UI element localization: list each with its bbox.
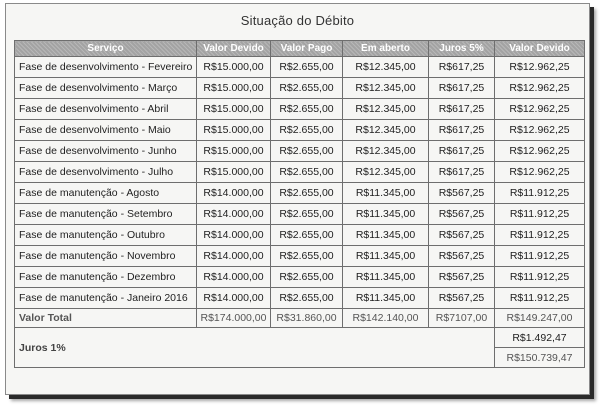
total-juros: R$7107,00 (429, 309, 495, 328)
cell-valor-devido-final: R$11.912,25 (495, 288, 585, 309)
cell-em-aberto: R$12.345,00 (343, 99, 429, 120)
column-header-juros-5: Juros 5% (429, 41, 495, 57)
cell-servico: Fase de desenvolvimento - Julho (15, 162, 197, 183)
cell-valor-devido: R$14.000,00 (197, 288, 271, 309)
cell-servico: Fase de manutenção - Outubro (15, 225, 197, 246)
table-row (15, 78, 585, 99)
table-row (15, 246, 585, 267)
cell-valor-devido: R$15.000,00 (197, 99, 271, 120)
cell-em-aberto: R$11.345,00 (343, 288, 429, 309)
juros-1-value: R$1.492,47 (495, 328, 585, 348)
cell-valor-pago: R$2.655,00 (271, 225, 343, 246)
total-valor-devido-final: R$149.247,00 (495, 309, 585, 328)
cell-juros: R$617,25 (429, 99, 495, 120)
cell-servico: Fase de manutenção - Dezembro (15, 267, 197, 288)
cell-juros: R$567,25 (429, 267, 495, 288)
cell-valor-devido-final: R$11.912,25 (495, 225, 585, 246)
table-row (15, 267, 585, 288)
cell-valor-pago: R$2.655,00 (271, 120, 343, 141)
table-body (15, 57, 585, 368)
cell-valor-pago: R$2.655,00 (271, 204, 343, 225)
cell-valor-devido: R$15.000,00 (197, 120, 271, 141)
cell-valor-pago: R$2.655,00 (271, 141, 343, 162)
cell-valor-pago: R$2.655,00 (271, 246, 343, 267)
cell-em-aberto: R$11.345,00 (343, 225, 429, 246)
cell-juros: R$617,25 (429, 120, 495, 141)
cell-valor-devido: R$15.000,00 (197, 162, 271, 183)
cell-em-aberto: R$12.345,00 (343, 57, 429, 78)
document-title: Situação do Débito (240, 13, 355, 28)
table-row (15, 288, 585, 309)
cell-servico: Fase de desenvolvimento - Março (15, 78, 197, 99)
cell-valor-pago: R$2.655,00 (271, 57, 343, 78)
cell-valor-devido-final: R$11.912,25 (495, 246, 585, 267)
grand-total-value: R$150.739,47 (495, 348, 585, 368)
cell-juros: R$617,25 (429, 57, 495, 78)
document-page (5, 3, 590, 395)
cell-valor-devido-final: R$11.912,25 (495, 267, 585, 288)
total-row (15, 309, 585, 328)
cell-valor-devido-final: R$12.962,25 (495, 99, 585, 120)
cell-valor-devido: R$14.000,00 (197, 246, 271, 267)
cell-em-aberto: R$12.345,00 (343, 120, 429, 141)
cell-em-aberto: R$11.345,00 (343, 183, 429, 204)
cell-juros: R$567,25 (429, 246, 495, 267)
cell-juros: R$617,25 (429, 162, 495, 183)
cell-em-aberto: R$12.345,00 (343, 162, 429, 183)
cell-valor-pago: R$2.655,00 (271, 99, 343, 120)
table-row (15, 183, 585, 204)
cell-juros: R$617,25 (429, 78, 495, 99)
table-row (15, 162, 585, 183)
table-row (15, 141, 585, 162)
cell-juros: R$617,25 (429, 141, 495, 162)
table-row (15, 120, 585, 141)
cell-valor-devido-final: R$12.962,25 (495, 78, 585, 99)
table-header-row (15, 41, 585, 57)
cell-valor-pago: R$2.655,00 (271, 162, 343, 183)
total-valor-pago: R$31.860,00 (271, 309, 343, 328)
cell-servico: Fase de desenvolvimento - Fevereiro (15, 57, 197, 78)
table-row (15, 204, 585, 225)
column-header-servico: Serviço (15, 41, 197, 57)
cell-valor-pago: R$2.655,00 (271, 267, 343, 288)
cell-valor-pago: R$2.655,00 (271, 78, 343, 99)
cell-valor-devido: R$15.000,00 (197, 141, 271, 162)
total-em-aberto: R$142.140,00 (343, 309, 429, 328)
cell-servico: Fase de manutenção - Agosto (15, 183, 197, 204)
cell-valor-devido: R$15.000,00 (197, 57, 271, 78)
cell-juros: R$567,25 (429, 204, 495, 225)
cell-juros: R$567,25 (429, 183, 495, 204)
column-header-em-aberto: Em aberto (343, 41, 429, 57)
debt-table (14, 40, 585, 368)
cell-servico: Fase de manutenção - Novembro (15, 246, 197, 267)
cell-valor-devido-final: R$12.962,25 (495, 57, 585, 78)
cell-servico: Fase de manutenção - Janeiro 2016 (15, 288, 197, 309)
cell-valor-devido-final: R$12.962,25 (495, 141, 585, 162)
cell-valor-devido: R$14.000,00 (197, 204, 271, 225)
cell-servico: Fase de desenvolvimento - Abril (15, 99, 197, 120)
cell-servico: Fase de desenvolvimento - Maio (15, 120, 197, 141)
cell-valor-devido: R$14.000,00 (197, 183, 271, 204)
table-row (15, 225, 585, 246)
cell-valor-devido: R$15.000,00 (197, 78, 271, 99)
cell-em-aberto: R$12.345,00 (343, 78, 429, 99)
cell-valor-devido: R$14.000,00 (197, 225, 271, 246)
cell-valor-pago: R$2.655,00 (271, 288, 343, 309)
cell-em-aberto: R$11.345,00 (343, 267, 429, 288)
cell-servico: Fase de desenvolvimento - Junho (15, 141, 197, 162)
cell-valor-devido: R$14.000,00 (197, 267, 271, 288)
cell-em-aberto: R$12.345,00 (343, 141, 429, 162)
cell-valor-devido-final: R$11.912,25 (495, 204, 585, 225)
column-header-valor-devido-final: Valor Devido (495, 41, 585, 57)
cell-valor-devido-final: R$11.912,25 (495, 183, 585, 204)
cell-valor-devido-final: R$12.962,25 (495, 120, 585, 141)
cell-valor-devido-final: R$12.962,25 (495, 162, 585, 183)
column-header-valor-devido: Valor Devido (197, 41, 271, 57)
cell-juros: R$567,25 (429, 225, 495, 246)
table-row (15, 57, 585, 78)
cell-juros: R$567,25 (429, 288, 495, 309)
column-header-valor-pago: Valor Pago (271, 41, 343, 57)
cell-valor-pago: R$2.655,00 (271, 183, 343, 204)
total-label: Valor Total (15, 309, 197, 328)
cell-em-aberto: R$11.345,00 (343, 246, 429, 267)
total-valor-devido: R$174.000,00 (197, 309, 271, 328)
juros-1-label: Juros 1% (15, 328, 495, 368)
cell-servico: Fase de manutenção - Setembro (15, 204, 197, 225)
juros-row (15, 328, 585, 348)
table-row (15, 99, 585, 120)
cell-em-aberto: R$11.345,00 (343, 204, 429, 225)
